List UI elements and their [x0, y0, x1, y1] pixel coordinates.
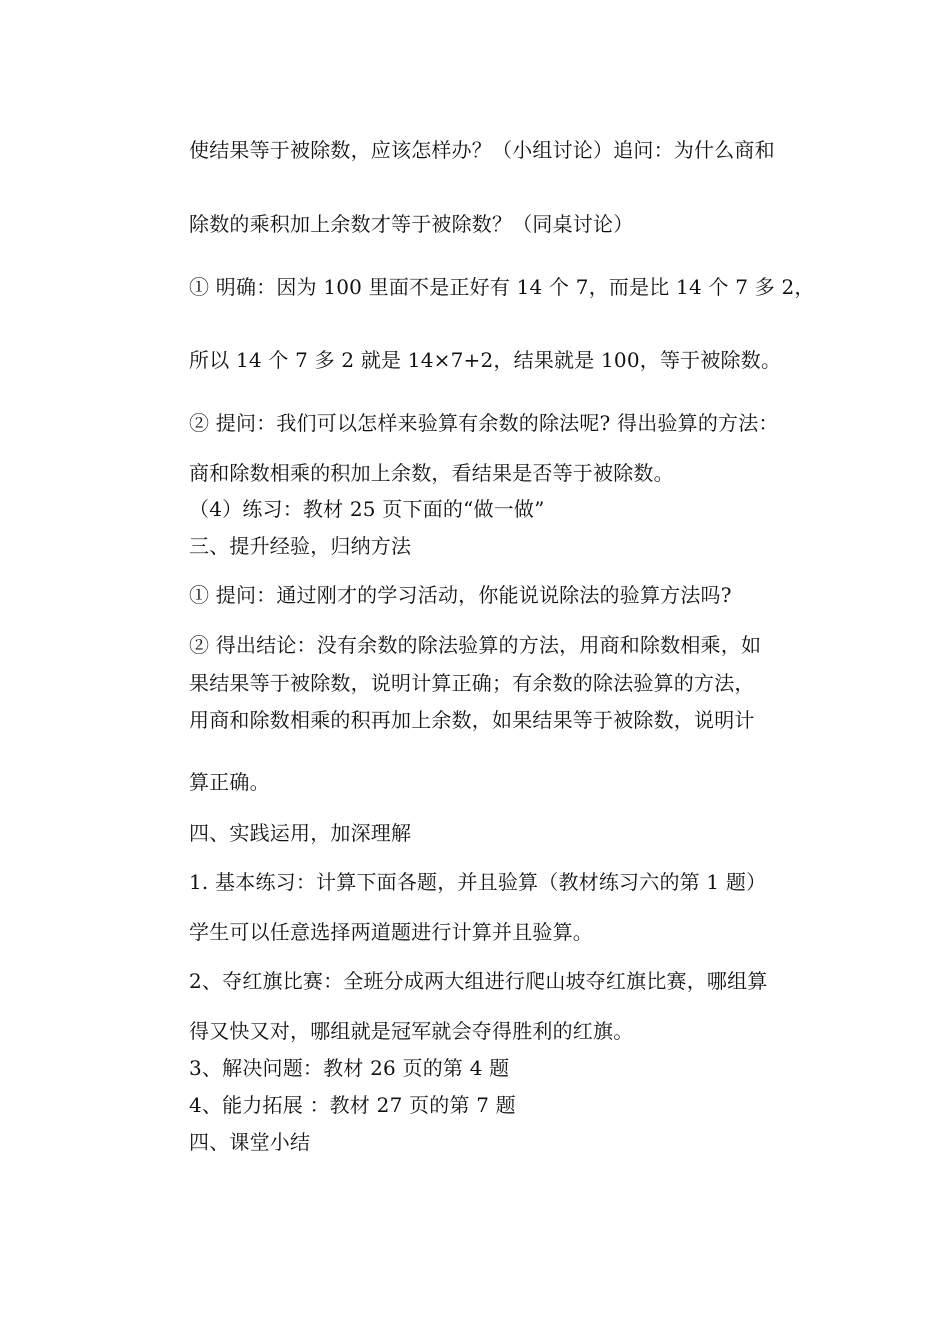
paragraph-line: 用商和除数相乘的积再加上余数，如果结果等于被除数，说明计: [189, 708, 755, 732]
paragraph-line: ① 提问：通过刚才的学习活动，你能说说除法的验算方法吗?: [189, 583, 732, 607]
paragraph-line: ② 提问：我们可以怎样来验算有余数的除法呢? 得出验算的方法：: [189, 411, 779, 435]
section-heading: 四、课堂小结: [189, 1130, 311, 1154]
section-heading: 四、实践运用，加深理解: [189, 821, 412, 845]
paragraph-line: 算正确。: [189, 770, 270, 794]
section-heading: 三、提升经验，归纳方法: [189, 534, 412, 558]
paragraph-line: 得又快又对，哪组就是冠军就会夺得胜利的红旗。: [189, 1019, 634, 1043]
paragraph-line: 1. 基本练习：计算下面各题，并且验算（教材练习六的第 1 题）: [189, 870, 767, 894]
paragraph-line: 所以 14 个 7 多 2 就是 14×7+2，结果就是 100，等于被除数。: [189, 348, 782, 372]
paragraph-line: 商和除数相乘的积加上余数，看结果是否等于被除数。: [189, 461, 674, 485]
paragraph-line: ① 明确：因为 100 里面不是正好有 14 个 7，而是比 14 个 7 多 2，: [189, 275, 815, 299]
paragraph-line: 3、解决问题：教材 26 页的第 4 题: [189, 1056, 510, 1080]
paragraph-line: 4、能力拓展 ：教材 27 页的第 7 题: [189, 1093, 516, 1117]
paragraph-line: 学生可以任意选择两道题进行计算并且验算。: [189, 920, 593, 944]
paragraph-line: ② 得出结论：没有余数的除法验算的方法，用商和除数相乘，如: [189, 633, 762, 657]
paragraph-line: （4）练习：教材 25 页下面的“做一做”: [189, 497, 545, 521]
paragraph-line: 2、夺红旗比赛：全班分成两大组进行爬山坡夺红旗比赛，哪组算: [189, 969, 768, 993]
paragraph-line: 使结果等于被除数，应该怎样办？（小组讨论）追问：为什么商和: [189, 138, 775, 162]
paragraph-line: 果结果等于被除数，说明计算正确；有余数的除法验算的方法，: [189, 671, 755, 695]
paragraph-line: 除数的乘积加上余数才等于被除数？（同桌讨论）: [189, 212, 634, 236]
